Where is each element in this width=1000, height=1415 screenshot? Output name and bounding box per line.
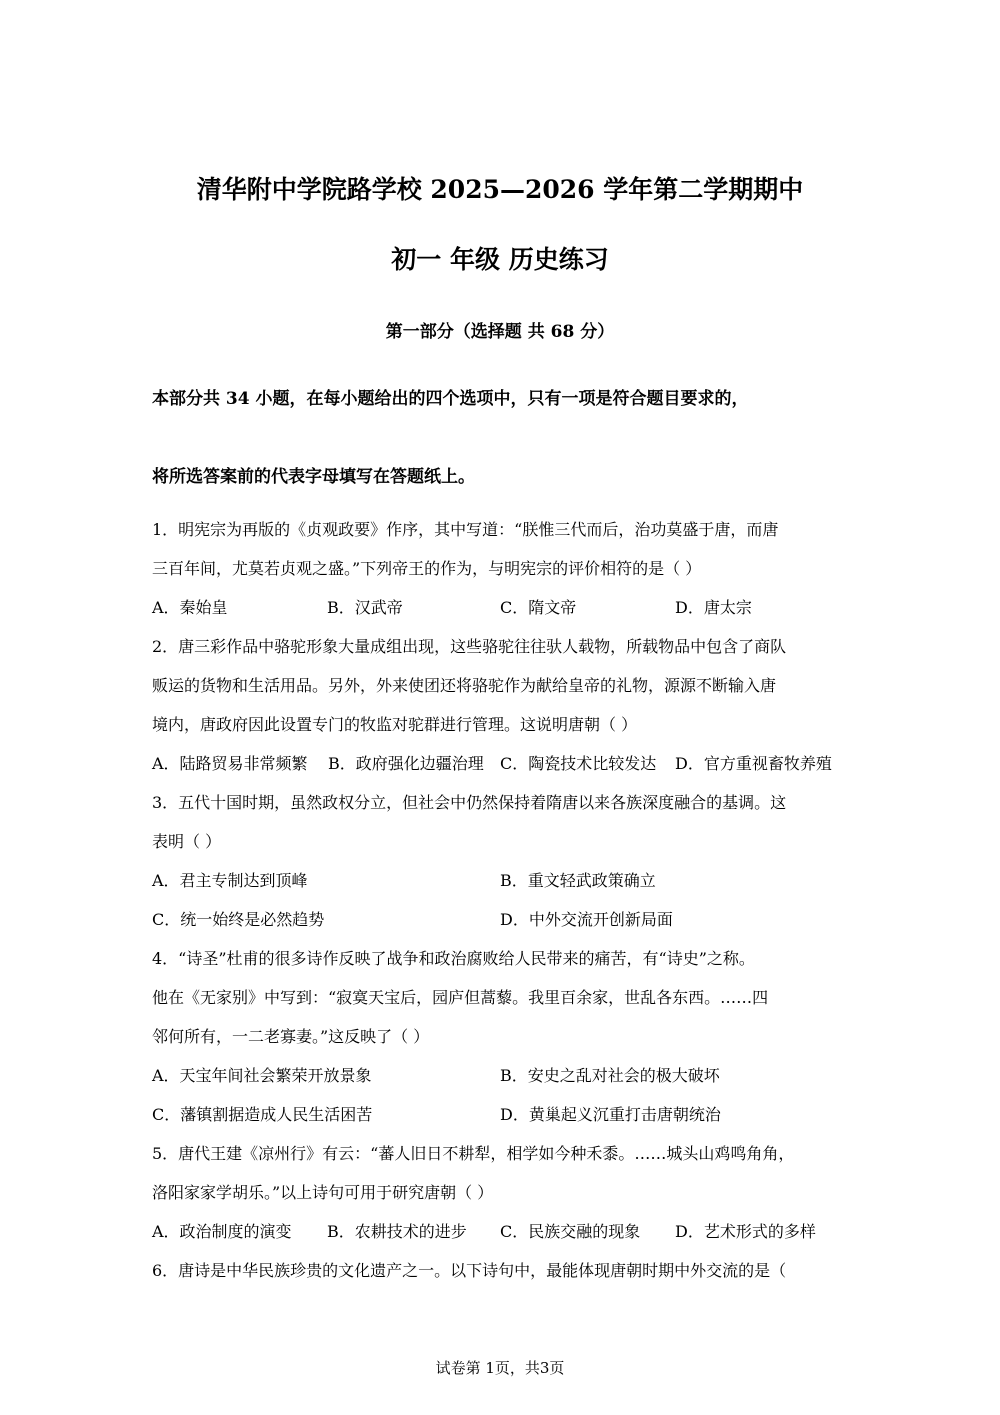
option-a: A．君主专制达到顶峰 <box>152 871 308 890</box>
question-text: 4．“诗圣”杜甫的很多诗作反映了战争和政治腐败给人民带来的痛苦，有“诗史”之称。 <box>152 949 755 968</box>
question-text: 2．唐三彩作品中骆驼形象大量成组出现，这些骆驼往往驮人载物，所载物品中包含了商队 <box>152 637 787 656</box>
option-b: B．农耕技术的进步 <box>327 1222 467 1241</box>
option-c: C．统一始终是必然趋势 <box>152 910 325 929</box>
question-text: 邻何所有，一二老寡妻。”这反映了（ ） <box>152 1027 430 1046</box>
option-a: A．陆路贸易非常频繁 <box>152 754 308 773</box>
exam-title: 清华附中学院路学校 2025—2026 学年第二学期期中 <box>196 175 804 204</box>
option-b: B．重文轻武政策确立 <box>500 871 656 890</box>
question-text: 3．五代十国时期，虽然政权分立，但社会中仍然保持着隋唐以来各族深度融合的基调。这 <box>152 793 787 812</box>
question-text: 5．唐代王建《凉州行》有云：“蕃人旧日不耕犁，相学如今种禾黍。……城头山鸡鸣角角， <box>152 1144 795 1163</box>
option-c: C．民族交融的现象 <box>500 1222 641 1241</box>
question-text: 境内，唐政府因此设置专门的牧监对驼群进行管理。这说明唐朝（ ） <box>152 715 638 734</box>
option-b: B．安史之乱对社会的极大破坏 <box>500 1066 720 1085</box>
question-text: 贩运的货物和生活用品。另外，外来使团还将骆驼作为献给皇帝的礼物，源源不断输入唐 <box>152 676 777 695</box>
option-d: D．唐太宗 <box>675 598 752 617</box>
section-heading: 第一部分（选择题 共 68 分） <box>385 322 615 342</box>
question-text: 表明（ ） <box>152 832 222 851</box>
question-text: 他在《无家别》中写到：“寂寞天宝后，园庐但蒿藜。我里百余家，世乱各东西。……四 <box>152 988 769 1007</box>
option-c: C．隋文帝 <box>500 598 577 617</box>
option-a: A．秦始皇 <box>152 598 228 617</box>
instruction-line: 将所选答案前的代表字母填写在答题纸上。 <box>152 467 475 487</box>
page-footer: 试卷第 1页，共3页 <box>435 1359 565 1377</box>
question-text: 三百年间，尤莫若贞观之盛。”下列帝王的作为，与明宪宗的评价相符的是（ ） <box>152 559 702 578</box>
option-d: D．官方重视畜牧养殖 <box>675 754 832 773</box>
question-text: 6．唐诗是中华民族珍贵的文化遗产之一。以下诗句中，最能体现唐朝时期中外交流的是（ <box>152 1261 787 1280</box>
option-d: D．中外交流开创新局面 <box>500 910 673 929</box>
option-a: A．政治制度的演变 <box>152 1222 292 1241</box>
instruction-line: 本部分共 34 小题，在每小题给出的四个选项中，只有一项是符合题目要求的， <box>152 389 749 409</box>
option-c: C．藩镇割据造成人民生活困苦 <box>152 1105 373 1124</box>
question-text: 1．明宪宗为再版的《贞观政要》作序，其中写道：“朕惟三代而后，治功莫盛于唐，而唐 <box>152 520 779 539</box>
option-b: B．政府强化边疆治理 <box>328 754 484 773</box>
option-b: B．汉武帝 <box>327 598 403 617</box>
option-c: C．陶瓷技术比较发达 <box>500 754 657 773</box>
option-d: D．艺术形式的多样 <box>675 1222 816 1241</box>
option-a: A．天宝年间社会繁荣开放景象 <box>152 1066 372 1085</box>
option-d: D．黄巢起义沉重打击唐朝统治 <box>500 1105 721 1124</box>
question-text: 洛阳家家学胡乐。”以上诗句可用于研究唐朝（ ） <box>152 1183 494 1202</box>
exam-subtitle: 初一 年级 历史练习 <box>391 245 609 274</box>
